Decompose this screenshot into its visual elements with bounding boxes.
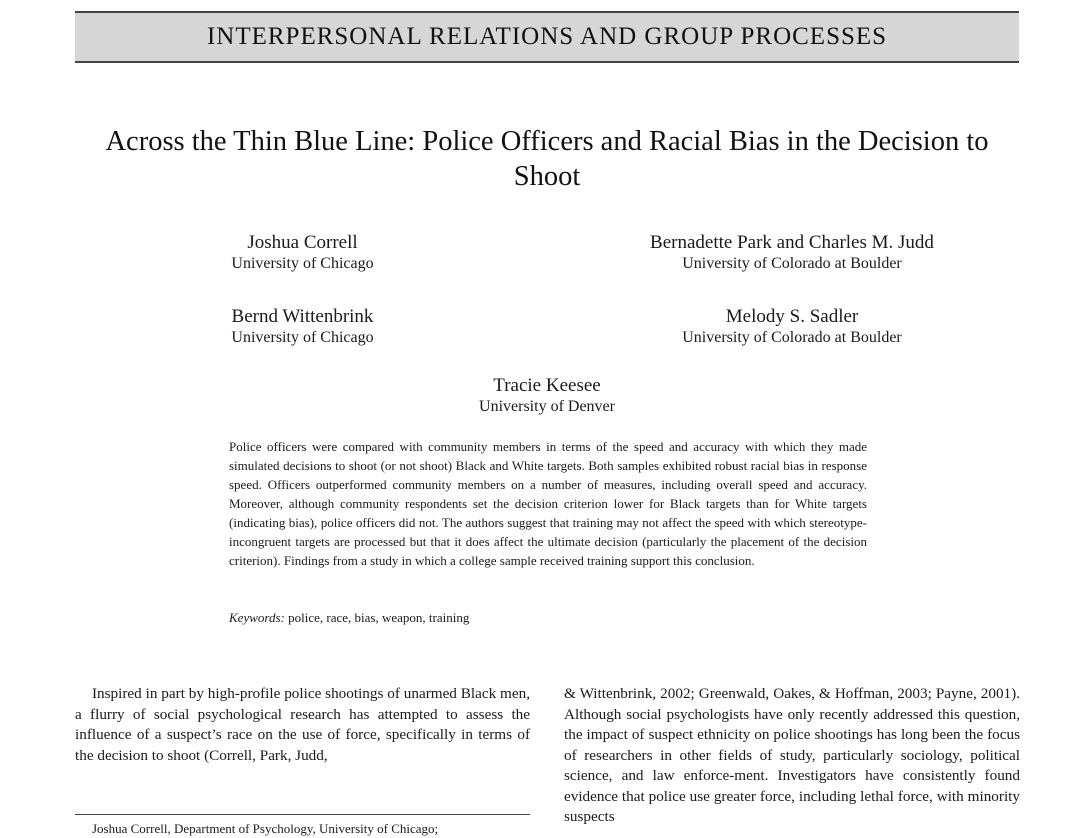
keywords [229, 609, 867, 627]
author-block [612, 306, 972, 347]
author-affiliation: University of Colorado at Boulder [682, 255, 902, 272]
section-header [75, 11, 1019, 63]
section-header-text: INTERPERSONAL RELATIONS AND GROUP PROCESSES [206, 23, 888, 50]
author-affiliation: University of Chicago [231, 255, 374, 272]
abstract: Police officers were compared with community members in terms of the speed and accuracy with which they made simulated decisions to shoot (or not shoot) Black and White targets. Both samples exhibited robust racial bias in response speed. Officers outperformed community members on a number of measures, including overall speed and accuracy. Moreover, although community respondents set the decision criterion lower for Black targets than for White targets (indicating bias), police officers did not. The authors suggest that training may not affect the speed with which stereotype-incongruent targets are processed but that it does affect the ultimate decision (particularly the placement of the decision criterion). Findings from a study in which a college sample received training support this conclusion. [229, 439, 867, 568]
keywords-label: Keywords: [229, 610, 285, 625]
author-block [612, 232, 972, 273]
footnote: Joshua Correll, Department of Psychology, University of Chicago; [92, 821, 439, 836]
author-block [447, 375, 647, 416]
footnote-divider [75, 814, 530, 815]
author-name: Joshua Correll [247, 232, 358, 253]
author-block [200, 232, 405, 273]
author-block [200, 306, 405, 347]
author-affiliation: University of Chicago [231, 329, 374, 346]
body-column-right: & Wittenbrink, 2002; Greenwald, Oakes, & Hoffman, 2003; Payne, 2001). Although social psychologists have only recently addressed this question, the impact of suspect ethnicity on police shootings has long been the focus of researchers in other fields of study, particularly sociology, political science, and law enforce-ment. Investigators have consistently found evidence that police use greater force, including lethal force, with minority suspects [564, 685, 1020, 825]
paper-title: Across the Thin Blue Line: Police Officers and Racial Bias in the Decision to Shoot [105, 126, 989, 192]
author-name: Bernd Wittenbrink [231, 306, 374, 327]
body-column-left: Inspired in part by high-profile police shootings of unarmed Black men, a flurry of social psychological research has attempted to assess the influence of a suspect’s race on the use of force, specifically in terms of the decision to shoot (Correll, Park, Judd, [75, 685, 530, 764]
author-name: Bernadette Park and Charles M. Judd [650, 232, 934, 253]
author-affiliation: University of Colorado at Boulder [682, 329, 902, 346]
author-name: Melody S. Sadler [725, 306, 859, 327]
author-name: Tracie Keesee [493, 375, 601, 396]
author-affiliation: University of Denver [479, 398, 615, 415]
keywords-list: police, race, bias, weapon, training [288, 610, 470, 625]
